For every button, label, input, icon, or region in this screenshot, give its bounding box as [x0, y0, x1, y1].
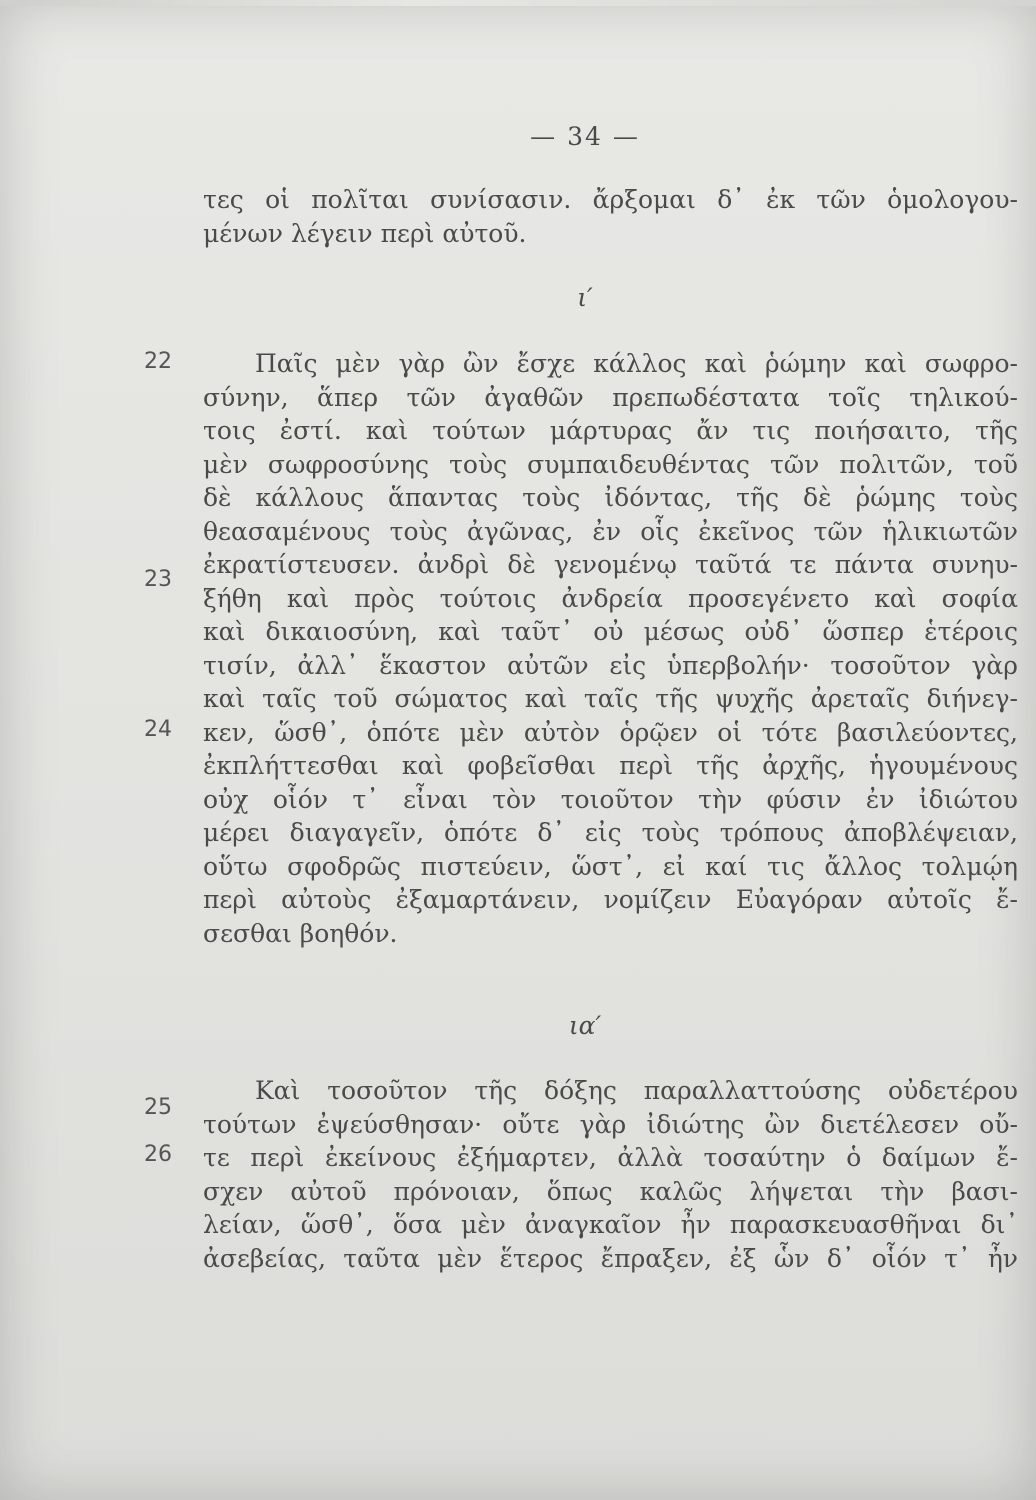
text-line: σχεν αὐτοῦ πρόνοιαν, ὅπως καλῶς λήψεται τὴν βασι-	[203, 1176, 1018, 1206]
page-top-edge	[0, 0, 1036, 6]
page-number: — 34 —	[530, 122, 640, 151]
text-line: περὶ αὐτοὺς ἐξαμαρτάνειν, νομίζειν Εὐαγόραν αὐτοῖς ἔ-	[203, 885, 1018, 914]
text-line: οὕτω σφοδρῶς πιστεύειν, ὥστ᾽, εἰ καί τις ἄλλος τολμῴη	[203, 851, 1018, 881]
text-line: καὶ δικαιοσύνη, καὶ ταῦτ᾽ οὐ μέσως οὐδ᾽ ὥσπερ ἑτέροις	[203, 617, 1018, 646]
section-numeral: ια′	[568, 1011, 602, 1040]
section-1-paragraph	[203, 347, 1018, 950]
margin-number: 25	[144, 1095, 172, 1120]
margin-number: 26	[144, 1142, 172, 1167]
text-line: καὶ ταῖς τοῦ σώματος καὶ ταῖς τῆς ψυχῆς ἀρεταῖς διήνεγ-	[203, 684, 1018, 713]
text-line: Καὶ τοσοῦτον τῆς δόξης παραλλαττούσης οὐδετέρου	[255, 1076, 1018, 1105]
text-line: Παῖς μὲν γὰρ ὢν ἔσχε κάλλος καὶ ῥώμην καὶ σωφρο-	[255, 349, 1018, 378]
margin-number: 22	[144, 349, 172, 374]
text-line: μὲν σωφροσύνης τοὺς συμπαιδευθέντας τῶν πολιτῶν, τοῦ	[203, 449, 1018, 479]
section-2-paragraph	[203, 1074, 1018, 1275]
intro-paragraph	[203, 183, 1018, 250]
text-line: λείαν, ὥσθ᾽, ὅσα μὲν ἀναγκαῖον ἦν παρασκευασθῆναι δι᾽	[203, 1210, 1018, 1239]
text-line: τε περὶ ἐκείνους ἐξήμαρτεν, ἀλλὰ τοσαύτην ὁ δαίμων ἔ-	[203, 1143, 1018, 1172]
text-line: ἐκρατίστευσεν. ἀνδρὶ δὲ γενομένῳ ταῦτά τε πάντα συνηυ-	[203, 550, 1018, 579]
text-line: θεασαμένους τοὺς ἀγῶνας, ἐν οἷς ἐκεῖνος τῶν ἡλικιωτῶν	[203, 516, 1018, 546]
text-line: μένων λέγειν περὶ αὐτοῦ.	[203, 218, 527, 248]
text-line: ἀσεβείας, ταῦτα μὲν ἕτερος ἔπραξεν, ἐξ ὧν δ᾽ οἷόν τ᾽ ἦν	[203, 1243, 1018, 1273]
text-line: ξήθη καὶ πρὸς τούτοις ἀνδρεία προσεγένετο καὶ σοφία	[203, 583, 1018, 613]
text-line: τισίν, ἀλλ᾽ ἕκαστον αὐτῶν εἰς ὑπερβολήν· τοσοῦτον γὰρ	[203, 650, 1018, 680]
text-line: τούτων ἐψεύσθησαν· οὔτε γὰρ ἰδιώτης ὢν διετέλεσεν οὔ-	[203, 1109, 1018, 1139]
text-line: δὲ κάλλους ἅπαντας τοὺς ἰδόντας, τῆς δὲ ῥώμης τοὺς	[203, 483, 1018, 512]
text-line: μέρει διαγαγεῖν, ὁπότε δ᾽ εἰς τοὺς τρόπους ἀποβλέψειαν,	[203, 818, 1018, 847]
section-numeral: ι′	[577, 283, 593, 312]
text-line: κεν, ὥσθ᾽, ὁπότε μὲν αὐτὸν ὁρῷεν οἱ τότε βασιλεύοντες,	[203, 717, 1018, 747]
text-line: τες οἱ πολῖται συνίσασιν. ἄρξομαι δ᾽ ἐκ τῶν ὁμολογου-	[203, 185, 1018, 214]
margin-number: 24	[144, 717, 172, 742]
text-line: τοις ἐστί. καὶ τούτων μάρτυρας ἄν τις ποιήσαιτο, τῆς	[203, 416, 1018, 445]
text-line: οὐχ οἷόν τ᾽ εἶναι τὸν τοιοῦτον τὴν φύσιν ἐν ἰδιώτου	[203, 784, 1018, 814]
text-line: σεσθαι βοηθόν.	[203, 918, 398, 948]
text-line: σύνην, ἅπερ τῶν ἀγαθῶν πρεπωδέστατα τοῖς τηλικού-	[203, 382, 1018, 412]
text-line: ἐκπλήττεσθαι καὶ φοβεῖσθαι περὶ τῆς ἀρχῆς, ἡγουμένους	[203, 751, 1018, 780]
margin-number: 23	[144, 567, 172, 592]
